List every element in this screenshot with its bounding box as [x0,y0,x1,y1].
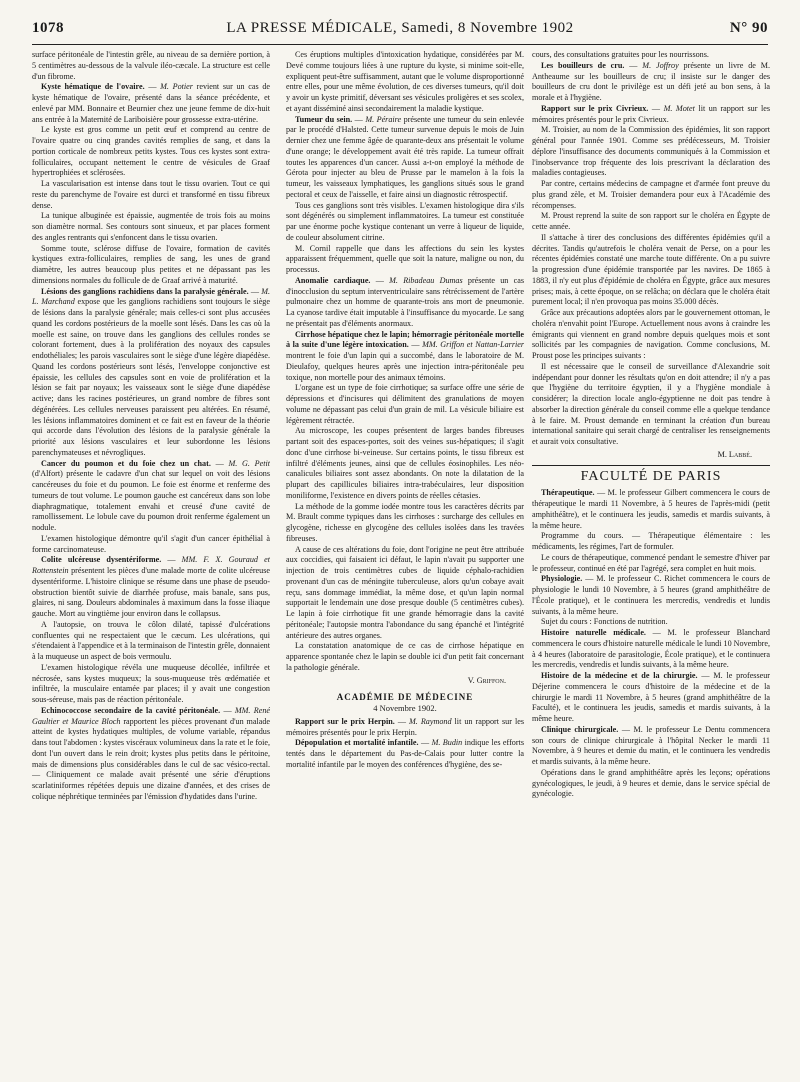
paragraph-text: expose que les ganglions rachidiens sont toujours le siège de lésions dans la paralysie générale; mais celles-ci sont plus accusées quand les cordons postérieurs de la moelle sont lésés. Dans les cas où la moelle est saine, on trouve dans les ganglions des cellules rondes se colorant fortement, dues à la prolifération des noyaux des capsules endothéliales; les parois vasculaires sont le siège d'une légère diapédèse. Quand les cordons postérieurs sont lésés, l'enveloppe conjonctive est épaissie, les cellules des capsules sont en voie de prolifération et la lésion se fait par noyaux; les vaisseaux sont le siège d'une diapédèse active; dans les racines postérieures, un grand nombre de fibres sont dégénérées. Les cellules nerveuses paraissent peu altérées. En résumé, les lésions inflammatoires dominent et ce fait est en faveur de la théorie qui accorde dans l'évolution des lésions de la paralysie générale la priorité aux lésions vasculaires et leur subordonne les lésions parenchymateuses et névrogliques. [32,297,270,457]
faculte-body [532,488,770,800]
paragraph: La vascularisation est intense dans tout le tissu ovarien. Tout ce qui reste du parenchyme de l'ovaire est durci et transformé en tissu fibreux dense. [32,179,270,210]
paragraph: Sujet du cours : Fonctions de nutrition. [541,617,668,627]
paragraph-text: — M. le professeur Déjerine commencera le cours d'histoire de la médecine et de la chirurgie le mardi 11 Novembre, à 5 heures (grand amphithéâtre de la Faculté), et le continuera les jeudis, samedis et mardis suivants, à la même heure. [532,671,770,723]
paragraph: Programme du cours. — Thérapeutique élémentaire : les médicaments, les régimes, l'art de formuler. [532,531,770,551]
section-heading: Histoire de la médecine et de la chirurgie. [541,671,698,680]
signature-labbe: M. Labbé. [717,449,752,459]
paragraph-text: — M. le professeur C. Richet commencera le cours de physiologie le lundi 10 Novembre, à 5 heures (grand amphithéâtre de l'École pratique), et le continuera les mercredis, vendredis et lundis suivants, à la même heure. [532,574,770,616]
column-left-body [32,50,270,803]
paragraph-text: présentent les pièces d'une malade morte de colite ulcéreuse dysentériforme. L'histoire clinique se résume dans une phase de pseudo-obstruction bientôt suivie de diarrhée profuse, mais banale, sans pus, glaires, ni sang. Douleurs abdominales à maximum dans la fosse iliaque gauche. Mort au vingtième jour environ dans le collapsus. [32,566,270,618]
author-name: M. Ribadeau Dumas [389,275,463,285]
author-name: M. Péraire [365,114,402,124]
faculte-title: FACULTÉ DE PARIS [580,468,722,484]
header-rule [32,44,768,45]
author-name: M. G. Petit [228,458,270,468]
publication-title: LA PRESSE MÉDICALE, Samedi, 8 Novembre 1902 [226,20,574,36]
section-heading: Cirrhose hépatique chez le lapin; hémorragie péritonéale mortelle à la suite d'une légère intoxication. [286,329,524,350]
column-left [32,50,270,1074]
paragraph-text: — M. le professeur Blanchard commencera le cours d'histoire naturelle médicale le lundi 10 Novembre, à 4 heures (laboratoire de parasitologie, École pratique), et le continuera les mercredis, vendredis et lundis suivants, à la même heure. [532,628,770,670]
column-right [532,50,770,1074]
section-heading: Cancer du poumon et du foie chez un chat. [41,458,211,468]
paragraph: Par contre, certains médecins de campagne et d'armée font preuve du plus grand zèle, et M. Troisier demandera pour eux à l'Académie des récompenses. [532,179,770,210]
paragraph: Anomalie cardiaque. — M. Ribadeau Dumas présente un cas d'inocclusion du septum interventriculaire sans rétrécissement de l'artère pulmonaire chez un homme de quarante-trois ans mort de pneumonie. La cyanose tardive était imputable à l'insuffisance du myocarde. Le sang ne présentait pas d'éléments anormaux. [286,275,524,328]
paragraph: surface péritonéale de l'intestin grêle, au niveau de sa dernière portion, à 5 centimètres au-dessous de la valvule iléo-cæcale. La structure est celle d'un fibrome. [32,50,270,81]
paragraph: A l'autopsie, on trouva le côlon dilaté, tapissé d'ulcérations confluentes qui ne respectaient que le cæcum. Les ulcérations, qui s'étendaient à l'appendice et à la terminaison de l'intestin grêle, donnaient à la muqueuse un aspect de bois vermoulu. [32,619,270,661]
paragraph: Colite ulcéreuse dysentériforme. — MM. F. X. Gouraud et Rottenstein présentent les pièces d'une malade morte de colite ulcéreuse dysentériforme. L'histoire clinique se résume dans une phase de pseudo-obstruction bientôt suivie de diarrhée profuse, mais banale, sans pus, glaires, ni sang. Douleurs abdominales à maximum dans la fosse iliaque gauche. Mort au vingtième jour environ dans le collapsus. [32,555,270,618]
paragraph: Opérations dans le grand amphithéâtre après les leçons; opérations gynécologiques, le jeudi, à 9 heures et demie, dans le service spécial de gynécologie. [532,767,770,799]
academie-title: ACADÉMIE DE MÉDECINE [336,692,474,703]
section-heading: Colite ulcéreuse dysentériforme. [41,555,162,565]
author-name: M. Budin [431,738,463,748]
column-middle-body [286,50,524,674]
section-heading: Rapport sur le prix Herpin. [295,716,395,726]
paragraph: Il est nécessaire que le conseil de surveillance d'Alexandrie soit indépendant pour donner les résultats qu'on en doit attendre; il n'y a pas que l'hygiène du territoire égyptien, il y a l'hygiène mondiale à considérer; la direction locale anglo-égyptienne ne doit pas tendre à absorber la direction générale du conseil comme elle a quelque tendance à le faire. M. Proust demande en terminant la création d'un bureau international sanitaire qui serait chargé de centraliser les renseignements et aurait voix consultative. [532,361,770,446]
faculte-rule [532,465,770,466]
paragraph: L'examen histologique démontre qu'il s'agit d'un cancer épithélial à forme carcinomateuse. [32,533,270,554]
paragraph [532,488,770,531]
paragraph: La tunique albuginée est épaissie, augmentée de trois fois au moins son diamètre normal. Ses contours sont sinueux, et par places forment des angles rentrants qui s'enfoncent dans le tissu ovarien. [32,211,270,242]
section-heading: Kyste hématique de l'ovaire. [41,82,145,92]
paragraph: cours, des consultations gratuites pour les nourrissons. [532,50,709,59]
paragraph: Rapport sur le prix Herpin. — M. Raymond lit un rapport sur les mémoires présentés pour le prix Herpin. [286,716,524,737]
author-name: M. Joffroy [642,60,679,70]
paragraph: Grâce aux précautions adoptées alors par le gouvernement ottoman, le choléra n'envahit point l'Europe. Actuellement nous avons à craindre les émigrants qui viennent en grand nombre depuis quelques mois et sont sollicités par les compagnies de navigation. Comme conclusions, M. Proust pose les principes suivants : [532,308,770,360]
author-name: MM. René Gaultier et Maurice Bloch [32,705,270,726]
paragraph: Les bouilleurs de cru. — M. Joffroy présente un livre de M. Antheaume sur les bouilleurs de cru; il insiste sur le danger des bouilleurs de cru dont le privilège est un défi jeté au bon sens, à la morale et à l'hygiène. [532,60,770,102]
paragraph-text: revient sur un cas de kyste hématique de l'ovaire, présenté dans la séance précédente, et enlevé par MM. Bonnaire et Beurnier chez une jeune femme de dix-huit ans entrée à la Maternité de Lariboisière pour grossesse extra-utérine. [32,82,270,124]
paragraph-text: présente un cas d'inocclusion du septum interventriculaire sans rétrécissement de l'artère pulmonaire chez un homme de quarante-trois ans mort de pneumonie. La cyanose tardive était imputable à l'insuffisance du myocarde. Le sang ne présentait pas d'éléments anormaux. [286,275,524,328]
paragraph: Somme toute, sclérose diffuse de l'ovaire, formation de cavités kystiques extra-folliculaires, remplies de sang, les unes de grand diamètre, les autres beaucoup plus petites et ne dépassant pas les dimensions normales du follicule de de Graaf arrivé à maturité. [32,243,270,285]
paragraph: Le cours de thérapeutique, commencé pendant le semestre d'hiver par le professeur, continué en été par l'agrégé, sera complet en huit mois. [532,552,770,573]
paragraph: M. Troisier, au nom de la Commission des épidémies, lit son rapport général pour l'année 1901. Comme ses prédécesseurs, M. Troisier déplore l'insuffisance des documents communiqués à la Commission et l'inobservance trop fréquente des lois prescrivant la déclaration des maladies contagieuses. [532,125,770,178]
paragraph-text: présente une tumeur du sein enlevée par le procédé d'Halsted. Cette tumeur survenue depuis le mois de Juin dernier chez une femme âgée de quarante-deux ans présentait le volume d'une orange; le développement avait été très rapide. La tumeur offrait toutes les apparences d'un cancer. Aussi a-t-on employé la méthode de Gérota pour injecter au bleu de Prusse par le mamelon à la fois la tumeur, les vaisseaux lymphatiques, les ganglions situés sous le grand pectoral et ceux de l'aisselle, et faire ainsi un diagnostic rétrospectif. [286,114,524,199]
paragraph-text: indique les efforts tentés dans le département du Pas-de-Calais pour lutter contre la mortalité infantile par le moyen des conférences d'hygiène, des se- [286,738,524,769]
paragraph: M. Cornil rappelle que dans les affections du sein les kystes apparaissent fréquemment, quelle que soit la nature, maligne ou non, du processus. [286,243,524,274]
paragraph-text: lit un rapport sur les mémoires présentés pour le prix Civrieux. [532,103,770,124]
paragraph: Le kyste est gros comme un petit œuf et comprend au centre de l'ovaire quatre ou cinq grandes cavités remplies de sang, et dans la portion corticale de nombreux petits kystes. Tous ces kystes sont extra-folliculaires, occupant nettement le centre de vésicules de Graaf hypertrophiées et sclérosées. [32,125,270,178]
paragraph-text: — M. le professeur Le Dentu commencera son cours de clinique chirurgicale à l'hôpital Necker le mardi 11 Novembre, à 9 heures et demie du matin, et le continuera les vendredis et mardis suivants, à la même heure. [532,724,770,766]
section-heading: Tumeur du sein. [295,114,353,124]
author-name: M. L. Marchand [32,286,270,307]
paragraph-text: (d'Alfort) présente le cadavre d'un chat sur lequel on voit des lésions cancéreuses du foie et du poumon. Le foie est énorme et renferme des tumeurs de tout volume. Le poumon gauche est cancéreux dans son lobe diaphragmatique, totalement envahi et creusé d'une cavité de ramollissement. Le lobule cave du poumon droit renferme également un nodule. [32,469,270,532]
paragraph [532,628,770,671]
author-name: M. Motet [663,103,695,113]
paragraph: M. Proust reprend la suite de son rapport sur le choléra en Égypte de cette année. [532,211,770,231]
paragraph-text: lit un rapport sur les mémoires présentés pour le prix Herpin. [286,716,524,737]
paragraph: Rapport sur le prix Civrieux. — M. Motet lit un rapport sur les mémoires présentés pour le prix Civrieux. [532,103,770,124]
column-right-body [532,50,770,448]
paragraph: La méthode de la gomme iodée montre tous les caractères décrits par M. Brault comme typiques dans les cirrhoses : surcharge des cellules en glycogène, richesse en glycogène des cellules isolées dans les travées fibreuses. [286,501,524,543]
academie-date: 4 Novembre 1902. [373,703,437,713]
author-name: M. Potier [160,82,193,92]
section-heading: Lésions des ganglions rachidiens dans la paralysie générale. [41,286,249,296]
author-name: M. Raymond [408,716,452,726]
paragraph: L'examen histologique révéla une muqueuse décollée, infiltrée et nécrosée, sans kystes muqueux; la sous-muqueuse très œdématiée et infiltrée, la musculaire entamée par places; il y avait une congestion sous-séreuse, mais pas de réaction péritonéale. [32,662,270,704]
paragraph: Au microscope, les coupes présentent de larges bandes fibreuses partant soit des espaces-portes, soit des veines sus-hépatiques; il s'agit donc d'une cirrhose bi-veineuse. Sur certains points, le tissu fibreux est infiltré d'éléments jeunes, ainsi que de cellules éosinophiles. Les néo-canalicules biliaires sont assez abondants. On note la dilatation de la plupart des capillicules biliaires intra-trabéculaires, leur disposition moniliforme, l'existence en divers points de réelles cétasies. [286,426,524,500]
paragraph: Cancer du poumon et du foie chez un chat. — M. G. Petit (d'Alfort) présente le cadavre d'un chat sur lequel on voit des lésions cancéreuses du foie et du poumon. Le foie est énorme et renferme des tumeurs de tout volume. Le poumon gauche est cancéreux dans son lobe diaphragmatique, totalement envahi et creusé d'une cavité de ramollissement. Le lobule cave du poumon droit renferme également un nodule. [32,458,270,532]
column-middle [286,50,524,1074]
paragraph: A cause de ces altérations du foie, dont l'origine ne peut être attribuée aux coccidies, qui faisaient ici défaut, le lapin n'avait pu supporter une injection de trois centimètres cubes de liquide céphalo-rachidien provenant d'un cas de méningite tuberculeuse, alors qu'un cobaye avait reçu, sans dommage immédiat, la même dose, et qu'un lapin normal supportait le lendemain une dose presque double (5 centimètres cubes). Le lapin à foie cirrhotique fit une grande hémorragie dans la cavité péritonéale; l'autopsie montra l'abondance du sang épanché et l'intégrité antérieure des autres organes. [286,544,524,640]
section-heading: Echinococcose secondaire de la cavité péritonéale. [41,705,221,715]
paragraph [532,574,770,617]
section-heading: Rapport sur le prix Civrieux. [541,103,649,113]
paragraph: Echinococcose secondaire de la cavité péritonéale. — MM. René Gaultier et Maurice Bloch rapportent les pièces provenant d'un malade atteint de kystes hydatiques multiples, de volume variable, répandus dans tout l'abdomen : kystes viscéraux volumineux dans la rate et le foie, dont l'un ouvert dans le rein droit; kystes plus petits dans le péritoine, mais de dimensions plus considérables dans le cul de sac vésico-rectal. — Cliniquement ce malade avait présenté une série d'éruptions scarlatiniformes répétées depuis une dizaine d'années, et des crises de colique néphrétique terminées par l'émission d'hydatides dans l'urine. [32,705,270,801]
section-heading: Histoire naturelle médicale. [541,628,646,637]
issue-number: N° 90 [729,20,768,36]
paragraph: Dépopulation et mortalité infantile. — M. Budin indique les efforts tentés dans le département du Pas-de-Calais pour lutter contre la mortalité infantile par le moyen des conférences d'hygiène, des se- [286,738,524,769]
section-heading: Dépopulation et mortalité infantile. [295,738,419,748]
section-heading: Physiologie. [541,574,583,584]
paragraph-text: rapportent les pièces provenant d'un malade atteint de kystes hydatiques multiples, de volume variable, répandus dans tout l'abdomen : kystes viscéraux volumineux dans la rate et le foie, dont l'un ouvert dans le rein droit; kystes plus petits dans le péritoine, mais de dimensions plus considérables dans le cul de sac vésico-rectal. — Cliniquement ce malade avait présenté une série d'éruptions scarlatiniformes répétées depuis une dizaine d'années, et des crises de colique néphrétique terminées par l'émission d'hydatides dans l'urine. [32,716,270,801]
paragraph [532,671,770,725]
paragraph-text: montrent le foie d'un lapin qui a succombé, dans le laboratoire de M. Dieulafoy, quelques heures après une injection intra-péritonéale peu toxique, non mortelle pour des animaux témoins. [286,351,524,382]
paragraph: Tumeur du sein. — M. Péraire présente une tumeur du sein enlevée par le procédé d'Halsted. Cette tumeur survenue depuis le mois de Juin dernier chez une femme âgée de quarante-deux ans présentait le volume d'une orange; le développement avait été très rapide. La tumeur offrait toutes les apparences d'un cancer. Aussi a-t-on employé la méthode de Gérota pour injecter au bleu de Prusse par le mamelon à la fois la tumeur, les vaisseaux lymphatiques, les ganglions situés sous le grand pectoral et ceux de l'aisselle, et faire ainsi un diagnostic rétrospectif. [286,114,524,199]
academie-body [286,717,524,771]
section-heading: Thérapeutique. [541,488,595,498]
signature-griffon: V. Griffon. [467,675,506,685]
paragraph: La constatation anatomique de ce cas de cirrhose hépatique en apparence spontanée chez le lapin se double ici d'un petit fait concernant la pathologie générale. [286,641,524,672]
paragraph: Tous ces ganglions sont très visibles. L'examen histologique dira s'ils sont dégénérés ou simplement inflammatoires. La tumeur est constituée par une énorme poche kystique contenant un verre à liqueur de liquide, de couleur absolument citrine. [286,200,524,242]
page-header [32,20,768,42]
section-heading: Anomalie cardiaque. [295,275,371,285]
author-name: MM. Griffon et Nattan-Larrier [422,340,524,350]
paragraph: L'organe est un type de foie cirrhotique; sa surface offre une série de dépressions et d'incisures qui délimitent des granulations de moyen volume ne dépassant pas celui d'un grain de mil. La vésicule biliaire est légèrement rétractée. [286,383,524,425]
page-number: 1078 [32,20,64,36]
paragraph [532,725,770,768]
paragraph: Lésions des ganglions rachidiens dans la paralysie générale. — M. L. Marchand expose que les ganglions rachidiens sont toujours le siège de lésions dans la paralysie générale; mais celles-ci sont plus accusées quand les cordons postérieurs de la moelle sont lésés. Dans les cas où la moelle est saine, on trouve dans les ganglions des cellules rondes se colorant fortement, dues à la prolifération des noyaux des capsules endothéliales; les parois vasculaires sont le siège d'une légère diapédèse. Quand les cordons postérieurs sont lésés, l'enveloppe conjonctive est épaissie, les cellules des capsules sont en voie de prolifération et la lésion se fait par noyaux; les vaisseaux sont le siège d'une diapédèse active; dans les racines postérieures, un grand nombre de fibres sont dégénérées. Les cellules nerveuses paraissent peu altérées. En résumé, les lésions inflammatoires dominent et ce fait est en faveur de la théorie qui accorde dans l'évolution des lésions de la paralysie générale la priorité aux lésions vasculaires et leur subordonne les lésions parenchymateuses et névrogliques. [32,286,270,457]
paragraph: Cirrhose hépatique chez le lapin; hémorragie péritonéale mortelle à la suite d'une légère intoxication. — MM. Griffon et Nattan-Larrier montrent le foie d'un lapin qui a succombé, dans le laboratoire de M. Dieulafoy, quelques heures après une injection intra-péritonéale peu toxique, non mortelle pour des animaux témoins. [286,329,524,382]
paragraph-text: — M. le professeur Gilbert commencera le cours de thérapeutique le mardi 11 Novembre, à 5 heures de l'après-midi (petit amphithéâtre), et le continuera les jeudis, samedis et mardis suivants, à la même heure. [532,488,770,530]
paragraph: Kyste hématique de l'ovaire. — M. Potier revient sur un cas de kyste hématique de l'ovaire, présenté dans la séance précédente, et enlevé par MM. Bonnaire et Beurnier chez une jeune femme de dix-huit ans entrée à la Maternité de Lariboisière pour grossesse extra-utérine. [32,82,270,124]
paragraph: Il s'attache à tirer des conclusions des différentes épidémies qu'il a décrites. Tandis qu'autrefois le choléra venait de Perse, on a pour les récentes épidémies constaté une marche toute différente. On a pu suivre la progression d'une épidémie transportée par les navires. De 1865 à 1883, il n'y eut plus d'épidémie de choléra en Égypte, grâce aux mesures prises; mais, à cette époque, on se relâcha; on déclara que le choléra était purement local; il n'en provoqua pas moins 35.000 décès. [532,232,770,307]
section-heading: Clinique chirurgicale. [541,724,619,734]
author-name: MM. F. X. Gouraud et Rottenstein [32,555,270,575]
paragraph-text: présente un livre de M. Antheaume sur les bouilleurs de cru; il insiste sur le danger des bouilleurs de cru dont le privilège est un défi jeté au bon sens, à la morale et à l'hygiène. [532,60,770,102]
section-heading: Les bouilleurs de cru. [541,60,625,70]
paragraph: Ces éruptions multiples d'intoxication hydatique, considérées par M. Devé comme toujours liées à une rupture du kyste, si minime soit-elle, expliquent peut-être suffisamment, autant que le volume disproportionné entre elles, pour une même évolution, de ces diverses tumeurs, qu'il doit y avoir un kyste primitif, déversant ses vésicules proligères et ses scolex, et ayant disséminé ainsi secondairement la maladie kystique. [286,50,524,113]
